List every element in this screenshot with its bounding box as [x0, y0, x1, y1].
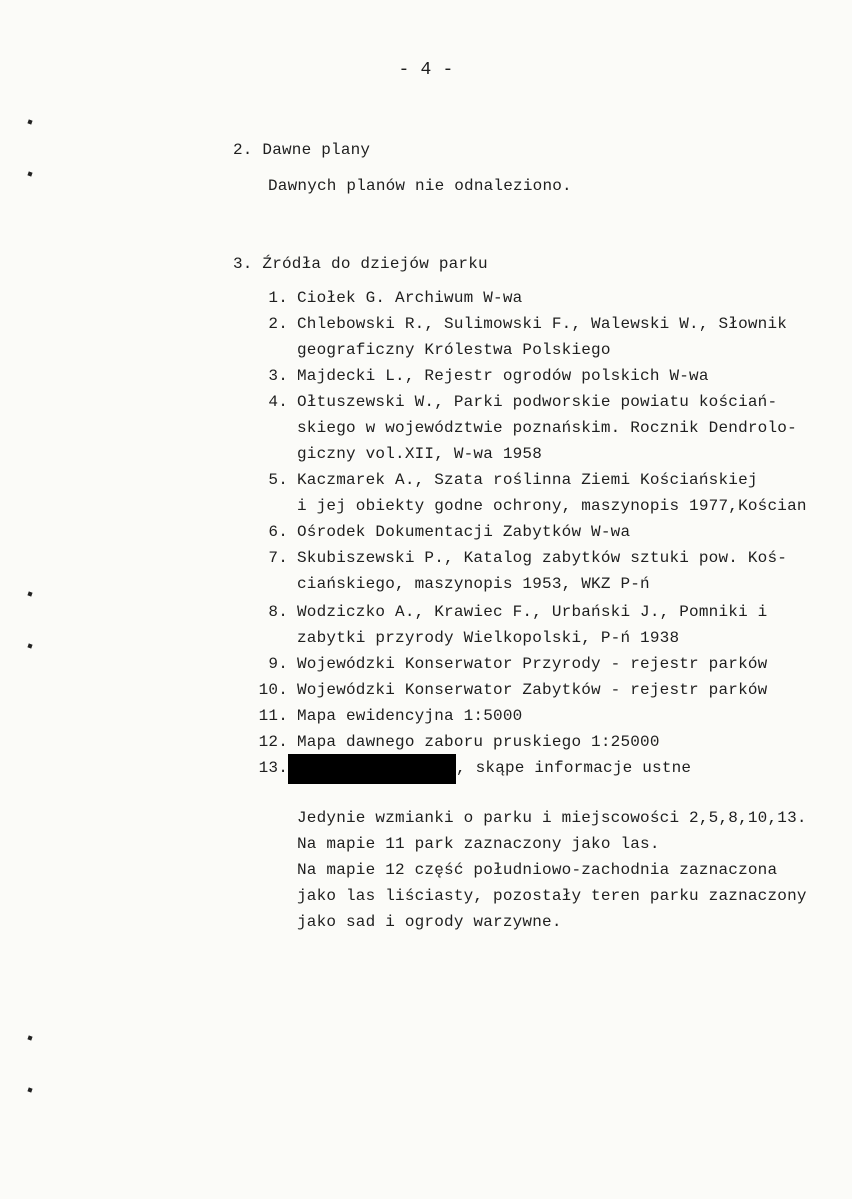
- note-line: Na mapie 12 część południowo-zachodnia zaznaczona: [297, 861, 778, 879]
- source-line: Wojewódzki Konserwator Przyrody - rejestr parków: [297, 655, 768, 673]
- source-line: Wodziczko A., Krawiec F., Urbański J., Pomniki i: [297, 603, 768, 621]
- source-line: geograficzny Królestwa Polskiego: [297, 341, 611, 359]
- margin-mark: [27, 1087, 32, 1092]
- source-line: Skubiszewski P., Katalog zabytków sztuki pow. Koś-: [297, 549, 788, 567]
- source-number: 6.: [268, 523, 288, 541]
- margin-mark: [27, 171, 32, 176]
- source-line: Wojewódzki Konserwator Zabytków - rejestr parków: [297, 681, 768, 699]
- source-line: skiego w województwie poznańskim. Rocznik Dendrolo-: [297, 419, 797, 437]
- source-line: Ołtuszewski W., Parki podworskie powiatu kościań-: [297, 393, 778, 411]
- source-line: Chlebowski R., Sulimowski F., Walewski W., Słownik: [297, 315, 788, 333]
- margin-mark: [27, 591, 32, 596]
- source-line: Mapa dawnego zaboru pruskiego 1:25000: [297, 733, 660, 751]
- source-line: Majdecki L., Rejestr ogrodów polskich W-wa: [297, 367, 709, 385]
- margin-mark: [27, 1035, 32, 1040]
- source-line: Mapa ewidencyjna 1:5000: [297, 707, 523, 725]
- source-line: zabytki przyrody Wielkopolski, P-ń 1938: [297, 629, 680, 647]
- margin-mark: [27, 643, 32, 648]
- note-line: jako las liściasty, pozostały teren parku zaznaczony: [297, 887, 807, 905]
- source-number: 12.: [258, 733, 288, 751]
- source-number: 8.: [268, 603, 288, 621]
- source-number: 4.: [268, 393, 288, 411]
- source-number: 3.: [268, 367, 288, 385]
- source-number: 7.: [268, 549, 288, 567]
- source-number: 13.: [258, 759, 288, 777]
- source-line: , skąpe informacje ustne: [456, 759, 692, 777]
- note-line: jako sad i ogrody warzywne.: [297, 913, 562, 931]
- section-2-text: Dawnych planów nie odnaleziono.: [268, 177, 572, 195]
- source-number: 2.: [268, 315, 288, 333]
- page-number: - 4 -: [398, 60, 454, 80]
- note-line: Na mapie 11 park zaznaczony jako las.: [297, 835, 660, 853]
- source-line: Kaczmarek A., Szata roślinna Ziemi Kościańskiej: [297, 471, 758, 489]
- source-line: giczny vol.XII, W-wa 1958: [297, 445, 543, 463]
- note-line: Jedynie wzmianki o parku i miejscowości 2,5,8,10,13.: [297, 809, 807, 827]
- source-number: 5.: [268, 471, 288, 489]
- section-2-heading: 2. Dawne plany: [233, 141, 371, 159]
- source-number: 11.: [258, 707, 288, 725]
- source-line: ciańskiego, maszynopis 1953, WKZ P-ń: [297, 575, 650, 593]
- source-line: Ciołek G. Archiwum W-wa: [297, 289, 523, 307]
- source-line: i jej obiekty godne ochrony, maszynopis 1977,Kościan: [297, 497, 807, 515]
- source-number: 9.: [268, 655, 288, 673]
- margin-mark: [27, 119, 32, 124]
- source-number: 10.: [258, 681, 288, 699]
- redaction-bar: [288, 754, 456, 784]
- source-number: 1.: [268, 289, 288, 307]
- section-3-heading: 3. Źródła do dziejów parku: [233, 255, 488, 273]
- source-line: Ośrodek Dokumentacji Zabytków W-wa: [297, 523, 631, 541]
